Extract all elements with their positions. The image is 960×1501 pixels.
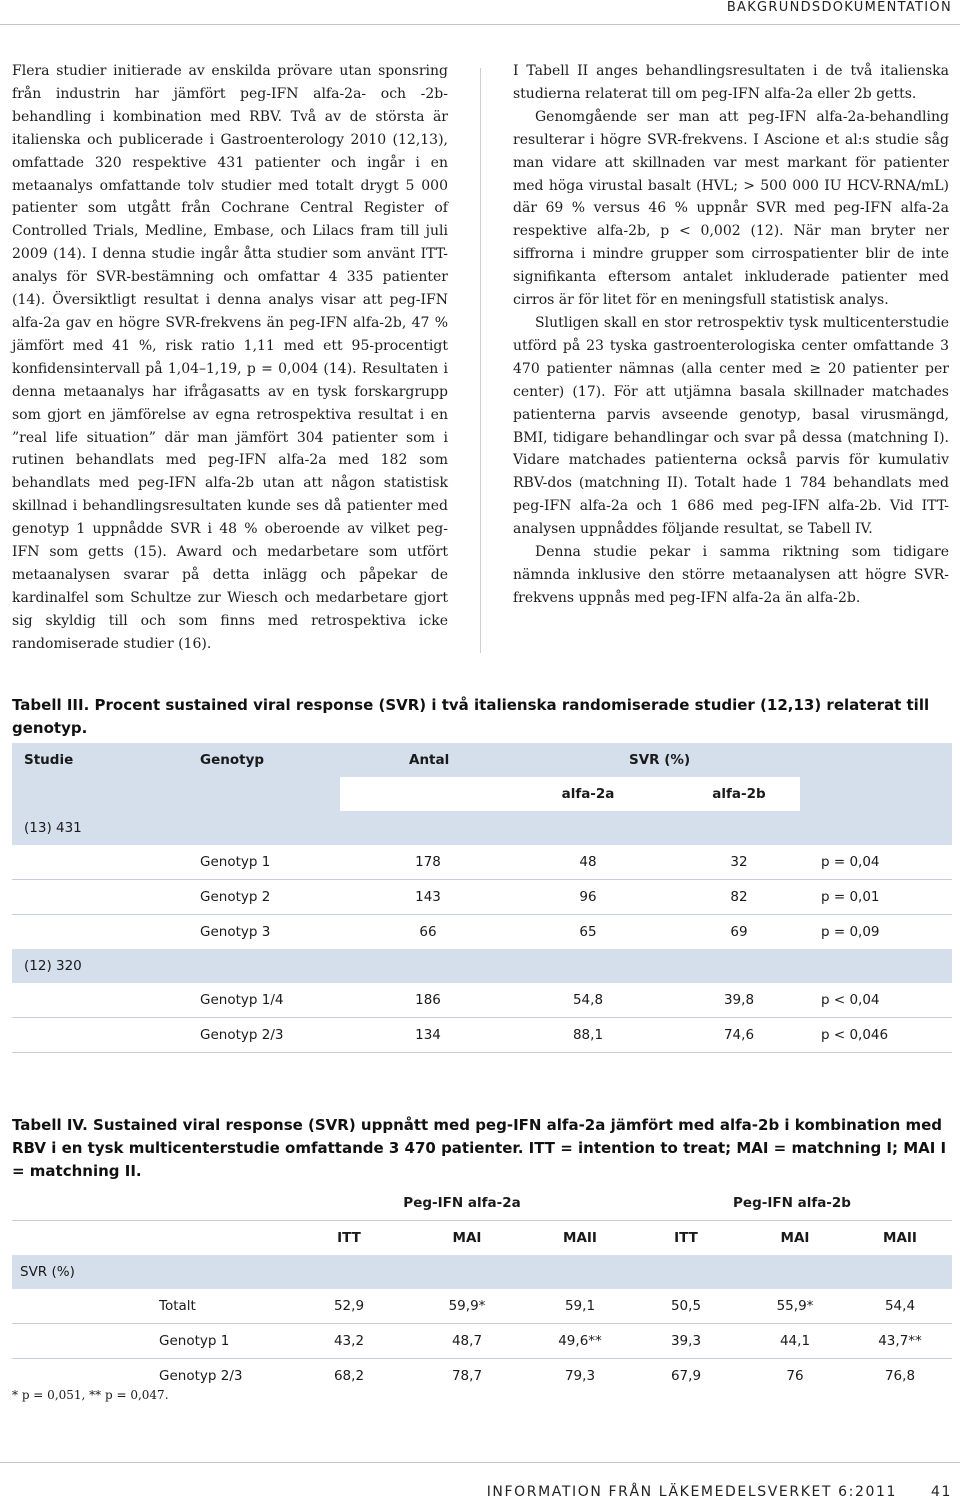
right-column	[513, 60, 949, 610]
right-paragraph-2: Genomgående ser man att peg-IFN alfa-2a-behandling resulterar i högre SVR-frekvens. I Ascione et al:s studie såg man vidare att skillnaden var mest markant för patienter med höga virustal basalt (HVL; > 500 000 IU HCV-RNA/mL) där 69 % versus 46 % uppnår SVR med peg-IFN alfa-2a respektive alfa-2b, p < 0,002 (12). När man bryter ner siffrorna i mindre grupper som cirrospatienter blir de inte signifikanta eftersom antalet inkluderade patienter med cirros är för litet för en meningsfull statistisk analys.	[513, 108, 949, 309]
table3-study-label: (12) 320	[24, 958, 82, 974]
table4-col-mai: MAI	[452, 1230, 482, 1246]
publication-name: INFORMATION FRÅN LÄKEMEDELSVERKET 6:2011	[486, 1484, 897, 1500]
table3-col-alfa2b: alfa-2b	[712, 786, 766, 802]
footer-divider	[0, 1462, 960, 1463]
table4-group-row	[12, 1186, 952, 1220]
table3-col-svr: SVR (%)	[629, 752, 691, 768]
table-row	[12, 880, 952, 915]
table3-cell: 96	[579, 889, 597, 905]
table3-cell: 178	[415, 854, 441, 870]
table-row	[12, 1324, 952, 1359]
table4	[12, 1186, 952, 1393]
table3-cell: Genotyp 2	[200, 889, 271, 905]
table3-cell: 69	[730, 924, 748, 940]
page-footer	[487, 1484, 952, 1500]
table3-header-row	[12, 743, 952, 777]
table3-caption: Tabell III. Procent sustained viral response (SVR) i två italienska randomiserade studier (12,13) relaterat till genotyp.	[12, 696, 930, 737]
table4-cell: 43,7**	[878, 1333, 922, 1349]
table3-cell: p < 0,04	[821, 992, 880, 1008]
table3-cell: p < 0,046	[821, 1027, 889, 1043]
table3-cell: p = 0,01	[821, 889, 880, 905]
table3-cell: 32	[730, 854, 748, 870]
table4-cell: 68,2	[333, 1368, 365, 1384]
table3-cell: Genotyp 1	[200, 854, 271, 870]
table4-col-maii: MAII	[563, 1230, 597, 1246]
table4-caption: Tabell IV. Sustained viral response (SVR) uppnått med peg-IFN alfa-2a jämfört med alfa-2b i kombination med RBV i en tysk multicenterstudie omfattande 3 470 patienter. ITT = intention to treat; MAI = matchning I; MAI I = matchning II.	[12, 1116, 947, 1180]
page-number: 41	[930, 1484, 952, 1500]
table3-cell: 39,8	[723, 992, 755, 1008]
table3-cell: 186	[415, 992, 441, 1008]
table4-cell: 44,1	[779, 1333, 811, 1349]
table4-cell: Totalt	[159, 1298, 196, 1314]
table3-cell: 82	[730, 889, 748, 905]
table3-study-row	[12, 949, 952, 983]
left-paragraph: Flera studier initierade av enskilda prövare utan sponsring från industrin har jämfört peg-IFN alfa-2a- och -2b-behandling i kombination med RBV. Två av de största är italienska och publicerade i Gastroenterology 2010 (12,13), omfattade 320 respektive 431 patienter och ingår i en metaanalys omfattande tolv studier med totalt drygt 5 000 patienter som utgått från Cochrane Central Register of Controlled Trials, Medline, Embase, och Lilacs fram till juli 2009 (14). I denna studie ingår åtta studier som använt ITT-analys för SVR-bestämning och omfattar 4 335 patienter (14). Översiktligt resultat i denna analys visar att peg-IFN alfa-2a gav en högre SVR-frekvens än peg-IFN alfa-2b, 47 % jämfört med 41 %, risk ratio 1,11 med ett 95-procentigt konfidensintervall på 1,04–1,19, p = 0,004 (14). Resultaten i denna metaanalys har ifrågasatts av en tysk forskargrupp som gjort en jämförelse av egna retrospektiva resultat i en ”real life situation” där man jämfört 304 patienter som i rutinen behandlats med peg-IFN alfa-2a med 182 som behandlats med peg-IFN alfa-2b utan att någon statistisk skillnad i behandlingsresultaten kunde ses då patienter med genotyp 1 uppnådde SVR i 48 % oberoende av vilket peg-IFN som getts (15). Award och medarbetare som utfört metaanalysen svarar på detta inlägg och påpekar de kardinalfel som Schultze zur Wiesch och medarbetare gjort sig skyldig till och som finns med retrospektiva icke randomiserade studier (16).	[12, 63, 448, 652]
table3-col-studie: Studie	[24, 752, 74, 768]
header-divider	[0, 24, 960, 25]
table3-cell: p = 0,04	[821, 854, 880, 870]
table3-subheader-row	[12, 777, 952, 811]
table4-row-label: SVR (%)	[20, 1264, 75, 1280]
table3-cell: 88,1	[572, 1027, 604, 1043]
right-paragraph-3: Slutligen skall en stor retrospektiv tysk multicenterstudie utförd på 23 tyska gastroenterologiska center omfattande 3 470 patienter nämnas (alla center med ≥ 20 patienter per center) (17). För att utjämna basala skillnader matchades patienterna parvis avseende genotyp, basal virusmängd, BMI, tidigare behandlingar och svar på dessa (matchning I). Vidare matchades patienterna också parvis för kumulativ RBV-dos (matchning II). Totalt hade 1 784 behandlats med peg-IFN alfa-2a och 1 686 med peg-IFN alfa-2b. Vid ITT-analysen uppnåddes följande resultat, se Tabell IV.	[513, 314, 949, 538]
table4-col-itt: ITT	[674, 1230, 698, 1246]
table-row	[12, 1289, 952, 1324]
table4-cell: 52,9	[333, 1298, 365, 1314]
table4-cell: 59,9*	[448, 1298, 486, 1314]
table4-group-2b: Peg-IFN alfa-2b	[733, 1195, 851, 1211]
table-row	[12, 983, 952, 1018]
table4-cell: 76,8	[884, 1368, 916, 1384]
table3-cell: 134	[415, 1027, 441, 1043]
table4-cell: 78,7	[451, 1368, 483, 1384]
right-paragraph-1: I Tabell II anges behandlingsresultaten i de två italienska studierna relaterat till om peg-IFN alfa-2a eller 2b getts.	[513, 63, 949, 102]
table4-col-maii: MAII	[883, 1230, 917, 1246]
table4-cell: 55,9*	[776, 1298, 814, 1314]
table4-cell: 76	[786, 1368, 804, 1384]
table4-label-row	[12, 1255, 952, 1289]
table3-cell: Genotyp 1/4	[200, 992, 284, 1008]
table3-cell: Genotyp 2/3	[200, 1027, 284, 1043]
table3-cell: 66	[419, 924, 437, 940]
table4-cell: 48,7	[451, 1333, 483, 1349]
column-divider	[480, 68, 481, 653]
table3-cell: 65	[579, 924, 597, 940]
table3-study-label: (13) 431	[24, 820, 82, 836]
left-column	[12, 60, 448, 656]
table3-cell: 54,8	[572, 992, 604, 1008]
table3-cell: p = 0,09	[821, 924, 880, 940]
table4-col-mai: MAI	[780, 1230, 810, 1246]
table4-cell: 54,4	[884, 1298, 916, 1314]
table3	[12, 743, 952, 1053]
table4-cell: 59,1	[564, 1298, 596, 1314]
table3-col-antal: Antal	[409, 752, 450, 768]
table3-col-alfa2a: alfa-2a	[561, 786, 615, 802]
table4-cell: 43,2	[333, 1333, 365, 1349]
table4-col-itt: ITT	[337, 1230, 361, 1246]
table4-cell: 49,6**	[558, 1333, 602, 1349]
table3-cell: 48	[579, 854, 597, 870]
table4-cell: 67,9	[670, 1368, 702, 1384]
table3-cell: 74,6	[723, 1027, 755, 1043]
table4-cell: 39,3	[670, 1333, 702, 1349]
right-paragraph-4: Denna studie pekar i samma riktning som tidigare nämnda inklusive den större metaanalysen att högre SVR-frekvens uppnås med peg-IFN alfa-2a än alfa-2b.	[513, 544, 949, 606]
section-label: BAKGRUNDSDOKUMENTATION	[726, 0, 952, 15]
table4-cell: Genotyp 1	[159, 1333, 230, 1349]
table3-col-genotyp: Genotyp	[200, 752, 265, 768]
table4-group-2a: Peg-IFN alfa-2a	[403, 1195, 521, 1211]
table4-cell: 79,3	[564, 1368, 596, 1384]
table3-cell: Genotyp 3	[200, 924, 271, 940]
table-row	[12, 845, 952, 880]
table4-subheader-row	[12, 1220, 952, 1255]
table4-cell: Genotyp 2/3	[159, 1368, 243, 1384]
table-row	[12, 1018, 952, 1053]
table4-cell: 50,5	[670, 1298, 702, 1314]
table-row	[12, 915, 952, 949]
table3-study-row	[12, 811, 952, 845]
table4-footnote: * p = 0,051, ** p = 0,047.	[12, 1388, 169, 1402]
table3-cell: 143	[415, 889, 441, 905]
